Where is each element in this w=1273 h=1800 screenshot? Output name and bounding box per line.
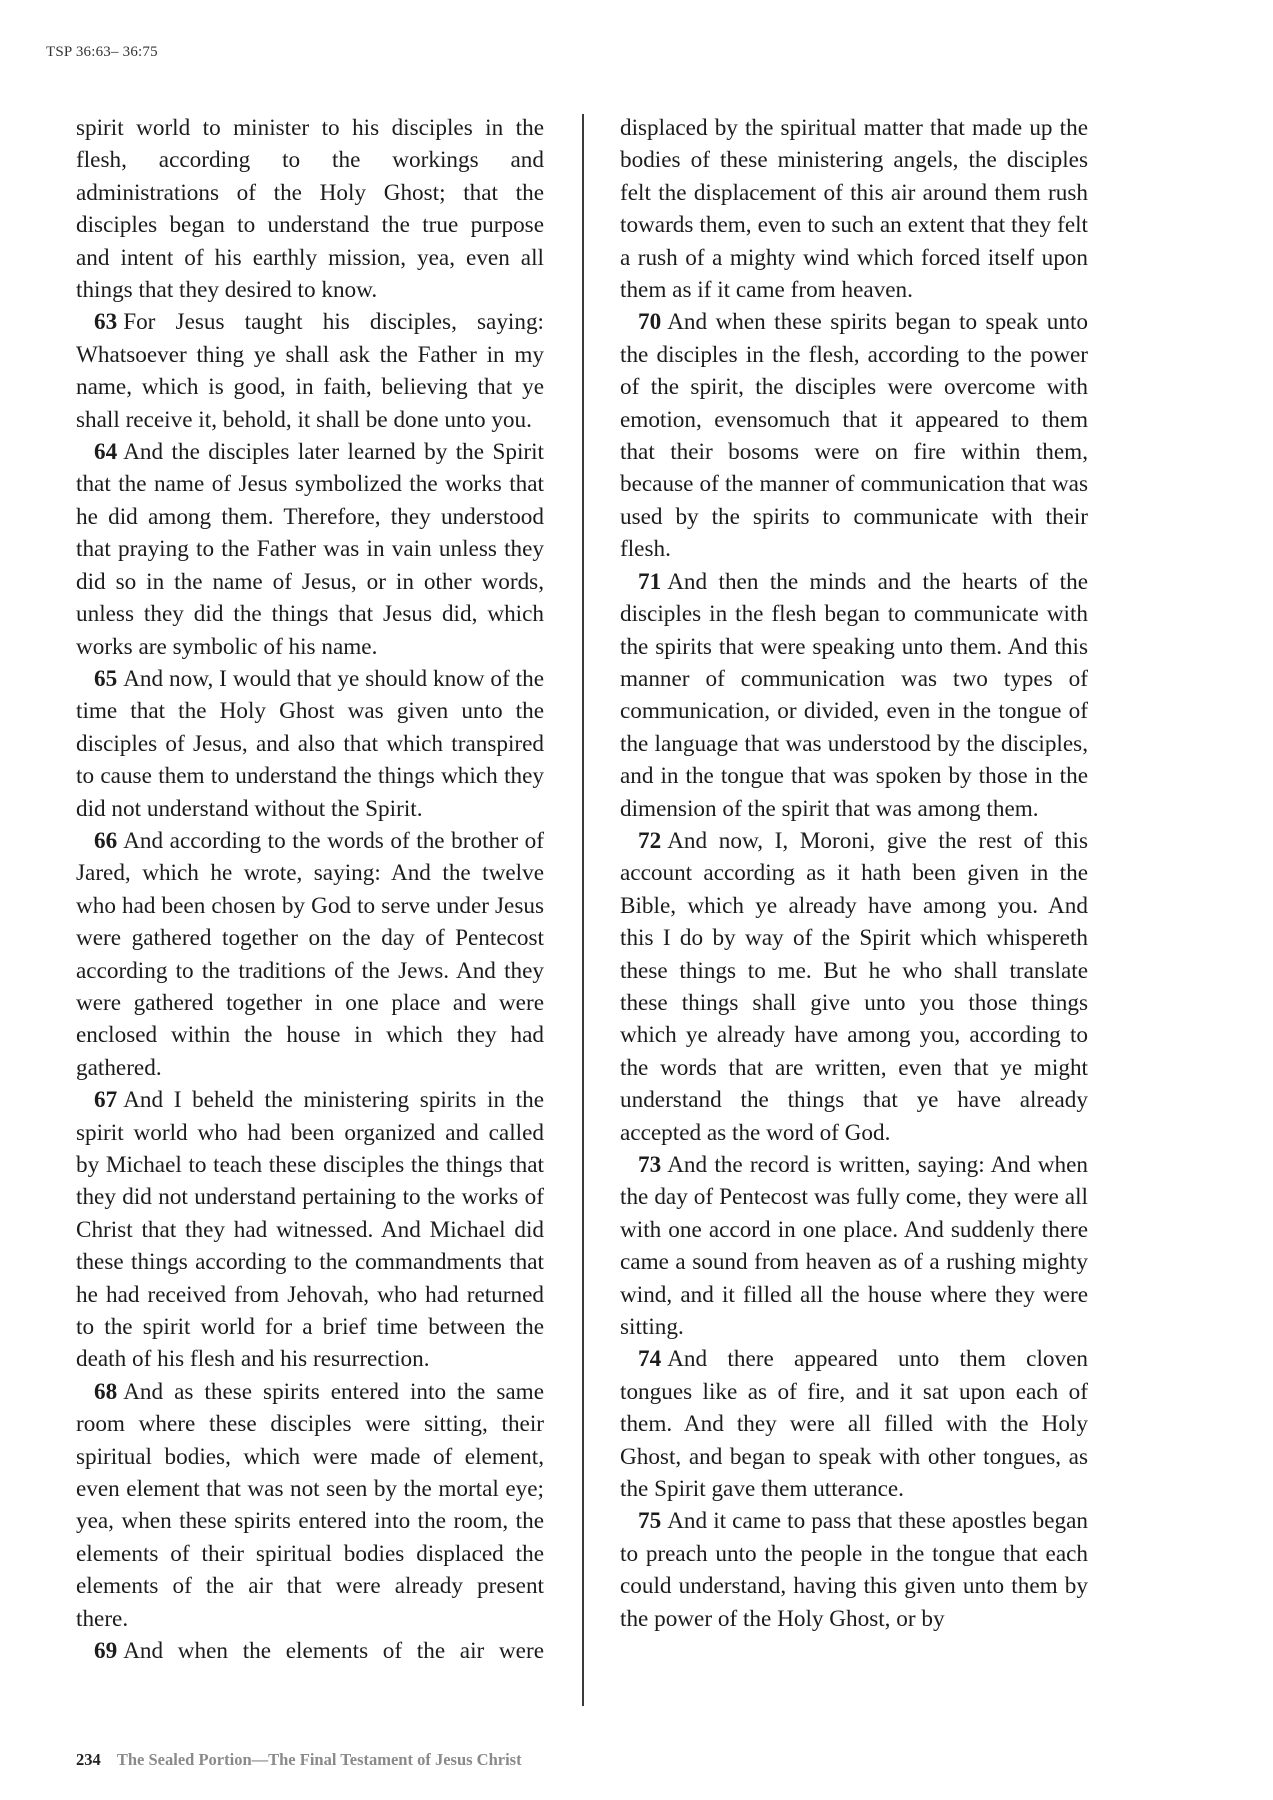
- verse-number: 70: [638, 309, 662, 336]
- verse-number: 67: [94, 1087, 118, 1114]
- verse-text: And the record is written, saying: And when the day of Pentecost was fully come, they were all with one accord in one place. And suddenly there came a sound from heaven as of a rushing mighty wind, and it filled all the house where they were sitting.: [620, 1152, 1088, 1341]
- verse-text: For Jesus taught his disciples, saying: Whatsoever thing ye shall ask the Father in my name, which is good, in faith, believing that ye shall receive it, behold, it shall be done unto you.: [76, 309, 544, 433]
- verse-75: [620, 1505, 1088, 1635]
- verse-number: 74: [638, 1346, 662, 1373]
- verse-number: 71: [638, 568, 662, 595]
- left-column: [76, 112, 544, 1668]
- page-number: 234: [76, 1750, 101, 1769]
- verse-66: [76, 825, 544, 1084]
- verse-text: And there appeared unto them cloven tongues like as of fire, and it sat upon each of them. And they were all filled with the Holy Ghost, and began to speak with other tongues, as the Spirit gave them utterance.: [620, 1346, 1088, 1503]
- verse-68: [76, 1376, 544, 1635]
- verse-text: And then the minds and the hearts of the disciples in the flesh began to communicate with the spirits that were speaking unto them. And this manner of communication was two types of communication, or divided, even in the tongue of the language that was understood by the disciples, and in the tongue that was spoken by those in the dimension of the spirit that was among them.: [620, 568, 1088, 822]
- verse-65: [76, 663, 544, 825]
- verse-text: And as these spirits entered into the same room where these disciples were sitting, their spiritual bodies, which were made of element, even element that was not seen by the mortal eye; yea, when these spirits entered into the room, the elements of their spiritual bodies displaced the elements of the air that were already present there.: [76, 1378, 544, 1632]
- verse-number: 63: [94, 309, 118, 336]
- verse-number: 66: [94, 827, 118, 854]
- verse-number: 72: [638, 827, 662, 854]
- verse-70: [620, 306, 1088, 565]
- verse-number: 69: [94, 1638, 118, 1665]
- verse-71: [620, 566, 1088, 825]
- verse-text: And now, I would that ye should know of the time that the Holy Ghost was given unto the disciples of Jesus, and also that which transpired to cause them to understand the things which they did not understand without the Spirit.: [76, 665, 544, 822]
- verse-text: And according to the words of the brother of Jared, which he wrote, saying: And the twelve who had been chosen by God to serve under Jesus were gathered together on the day of Pentecost according to the traditions of the Jews. And they were gathered together in one place and were enclosed within the house in which they had gathered.: [76, 827, 544, 1081]
- running-head: TSP 36:63– 36:75: [46, 44, 158, 60]
- verse-text: And it came to pass that these apostles began to preach unto the people in the tongue that each could understand, having this given unto them by the power of the Holy Ghost, or by: [620, 1508, 1088, 1632]
- verse-74: [620, 1343, 1088, 1505]
- verse-text: And when the elements of the air were: [123, 1638, 544, 1665]
- verse-64: [76, 436, 544, 663]
- verse-number: 64: [94, 439, 118, 466]
- verse-text: And the disciples later learned by the Spirit that the name of Jesus symbolized the works that he did among them. Therefore, they understood that praying to the Father was in vain unless they did so in the name of Jesus, or in other words, unless they did the things that Jesus did, which works are symbolic of his name.: [76, 439, 544, 660]
- verse-number: 68: [94, 1378, 118, 1405]
- continued-paragraph: displaced by the spiritual matter that made up the bodies of these ministering angels, the disciples felt the displacement of this air around them rush towards them, even to such an extent that they felt a rush of a mighty wind which forced itself upon them as if it came from heaven.: [620, 115, 1088, 304]
- right-column: [620, 112, 1088, 1635]
- verse-67: [76, 1084, 544, 1376]
- verse-text: And when these spirits began to speak unto the disciples in the flesh, according to the power of the spirit, the disciples were overcome with emotion, evensomuch that it appeared to them that their bosoms were on fire within them, because of the manner of communication that was used by the spirits to communicate with their flesh.: [620, 309, 1088, 563]
- verse-69: [76, 1635, 544, 1667]
- book-title: The Sealed Portion—The Final Testament of Jesus Christ: [116, 1750, 522, 1769]
- verse-number: 73: [638, 1152, 662, 1178]
- verse-number: 65: [94, 665, 118, 692]
- column-divider: [582, 114, 584, 1706]
- page-footer: [76, 1750, 522, 1770]
- verse-72: [620, 825, 1088, 1149]
- verse-73: [620, 1149, 1088, 1343]
- verse-63: [76, 306, 544, 436]
- verse-text: And I beheld the ministering spirits in the spirit world who had been organized and called by Michael to teach these disciples the things that they did not understand pertaining to the works of Christ that they had witnessed. And Michael did these things according to the commandments that he had received from Jehovah, who had returned to the spirit world for a brief time between the death of his flesh and his resurrection.: [76, 1087, 544, 1373]
- verse-number: 75: [638, 1508, 662, 1535]
- continued-paragraph: spirit world to minister to his disciples in the flesh, according to the workings and administrations of the Holy Ghost; that the disciples began to understand the true purpose and intent of his earthly mission, yea, even all things that they desired to know.: [76, 115, 544, 304]
- verse-text: And now, I, Moroni, give the rest of this account according as it hath been given in the Bible, which ye already have among you. And this I do by way of the Spirit which whispereth these things to me. But he who shall translate these things shall give unto you those things which ye already have among you, according to the words that are written, even that ye might understand the things that ye have already accepted as the word of God.: [620, 827, 1088, 1146]
